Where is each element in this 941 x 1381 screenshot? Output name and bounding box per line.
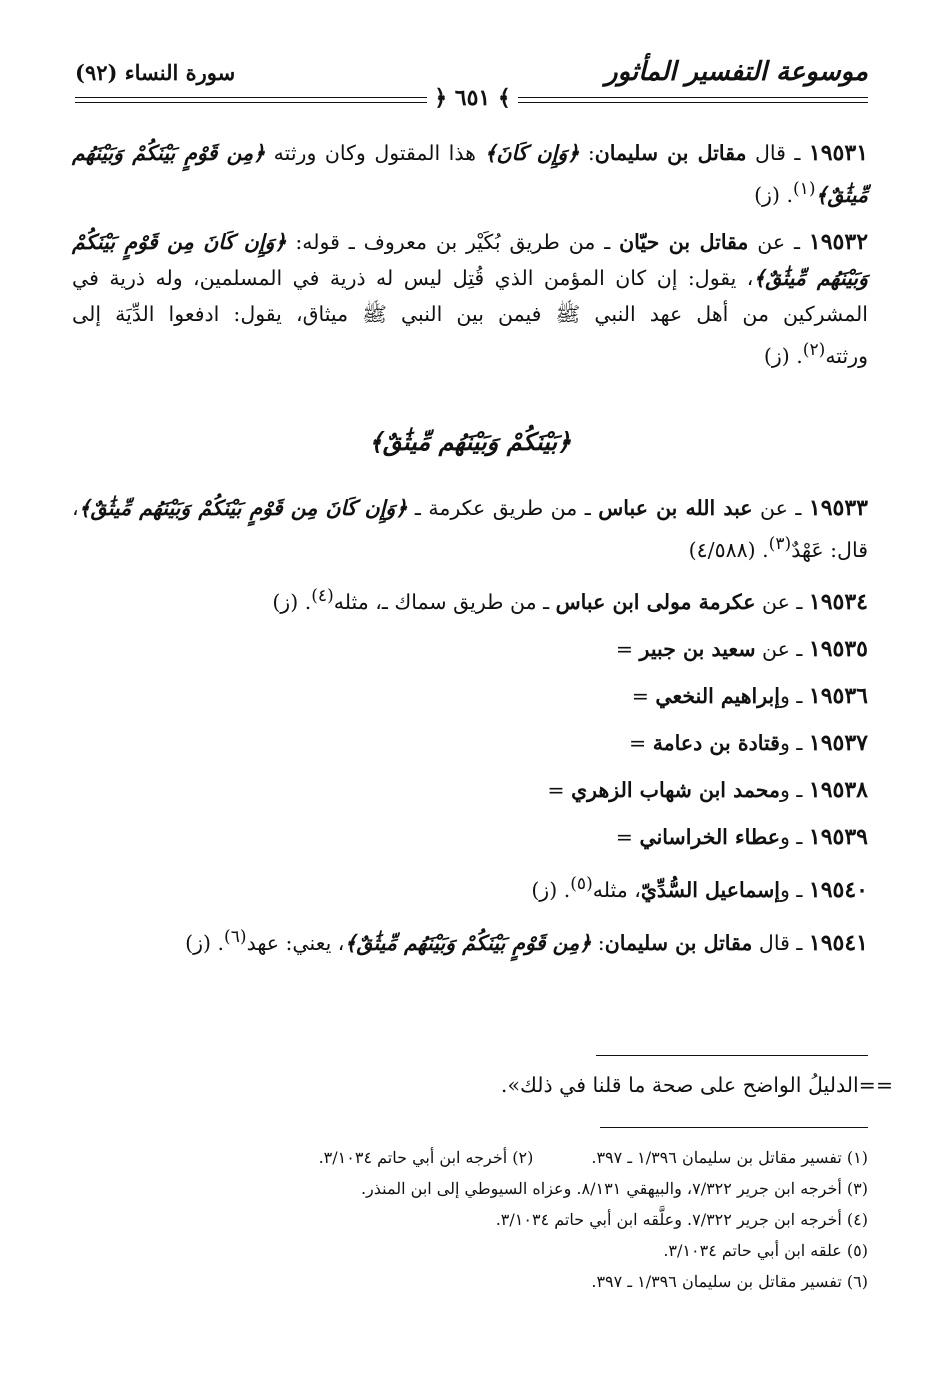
narrator-name: مقاتل بن سليمان [594, 141, 747, 165]
entry-intro: ـ عن [755, 637, 809, 662]
entry-number: ١٩٥٤١ [808, 929, 868, 956]
entry-chain: = [615, 637, 640, 662]
entry-chain: = [631, 684, 656, 709]
source-ref: . (٤/٥٨٨) [688, 537, 769, 562]
entry-intro: ـ و [779, 878, 809, 903]
entry-chain: = [547, 778, 572, 803]
entry-text: ، قال: عَهْدٌ [72, 495, 868, 562]
header-rule-left [75, 97, 427, 103]
quran-quote: ﴿وَإِن كَانَ﴾ [484, 141, 580, 165]
narration-entry [72, 725, 868, 761]
footnotes [72, 1142, 868, 1297]
entry-intro: ـ و [779, 825, 809, 850]
footnote-ref: (٤) [311, 586, 334, 607]
footnote-separator-main [596, 1055, 868, 1056]
entries-after [72, 490, 868, 961]
quran-quote: ﴿وَإِن كَانَ مِن قَوْمٍ بَيْنَكُمْ وَبَيْنَهُم مِّيثَٰقٌ﴾ [78, 495, 408, 520]
footnote-1: (١) تفسير مقاتل بن سليمان ١/٣٩٦ ـ ٣٩٧. [591, 1148, 868, 1167]
narrator-name: سعيد بن جبير [639, 637, 756, 662]
entry-number: ١٩٥٣٢ [808, 228, 869, 255]
book-title: موسوعة التفسير المأثور [605, 57, 868, 87]
footnote-ref: (٥) [570, 874, 593, 895]
narrator-name: عبد الله بن عباس [598, 495, 753, 520]
narration-entry [72, 578, 868, 620]
footnote-3: (٣) أخرجه ابن جرير ٧/٣٢٢، والبيهقي ٨/١٣١. وعزاه السيوطي إلى ابن المنذر. [360, 1179, 868, 1198]
page-header [75, 55, 868, 115]
narrator-name: مقاتل بن سليمان [604, 930, 753, 955]
entry-chain: ـ من طريق سماك ـ، مثله [333, 590, 556, 615]
entry-text: ، يقول: إن كان المؤمن الذي قُتِل ليس له ذرية في المسلمين، وله ذرية في المشركين من أهل عهد النبي ﷺ فيمن بين النبي ﷺ ميثاق، يقول: ادفعوا الدِّيَة إلى ورثته [72, 265, 868, 368]
entry-number: ١٩٥٣٩ [808, 824, 868, 851]
footnote-4: (٤) أخرجه ابن جرير ٧/٣٢٢. وعلَّقه ابن أبي حاتم ٣/١٠٣٤. [495, 1210, 868, 1229]
footnote-separator [600, 1127, 868, 1128]
narration-entry [72, 224, 868, 374]
entry-number: ١٩٥٣٨ [808, 777, 868, 804]
entry-chain: : [579, 141, 595, 165]
narrator-name: إبراهيم النخعي [655, 684, 780, 709]
source-ref: . (ز) [531, 878, 571, 903]
narrator-name: عطاء الخراساني [639, 825, 780, 850]
entries-before [72, 135, 868, 374]
footnote-5: (٥) علقه ابن أبي حاتم ٣/١٠٣٤. [663, 1241, 868, 1260]
narration-entry [72, 135, 868, 213]
quran-quote: ﴿مِن قَوْمٍ بَيْنَكُمْ وَبَيْنَهُم مِّيثَٰقٌ﴾ [344, 930, 592, 955]
footnote-ref: (٣) [768, 533, 792, 554]
narrator-name: محمد ابن شهاب الزهري [571, 778, 780, 803]
quran-quote-2: ﴿مِن قَوْمٍ بَيْنَكُمْ وَبَيْنَهُم مِّيثَٰقٌ﴾ [72, 141, 868, 207]
entry-chain: ـ من طريق بُكَيْر بن معروف ـ قوله: [286, 229, 620, 254]
narrator-name: عكرمة مولى ابن عباس [555, 590, 756, 615]
entry-text: ، يعني: عهد [246, 930, 345, 955]
entry-number: ١٩٥٣٣ [808, 494, 868, 521]
narration-entry [72, 919, 868, 961]
entry-chain: : [591, 930, 605, 955]
narration-entry [72, 678, 868, 714]
narration-entry [72, 490, 868, 568]
entry-number: ١٩٥٤٠ [808, 877, 868, 904]
source-ref: . (ز) [272, 590, 312, 615]
entry-chain: = [615, 825, 640, 850]
entry-intro: ـ قال [746, 141, 809, 165]
footnote-ref: (٦) [224, 927, 247, 948]
entry-number: ١٩٥٣٤ [808, 589, 868, 616]
section-heading: ﴿بَيْنَكُمْ وَبَيْنَهُم مِّيثَٰقٌ﴾ [368, 426, 572, 456]
entry-chain: ـ من طريق عكرمة ـ [407, 495, 599, 520]
page-number: ﴾ ٦٥١ ﴿ [434, 85, 511, 111]
narration-entry [72, 866, 868, 908]
surah-name: سورة النساء (٩٢) [75, 60, 236, 85]
entry-intro: ـ و [779, 731, 809, 756]
continued-note: ==الدليلُ الواضح على صحة ما قلنا في ذلك». [500, 1073, 893, 1097]
source-ref: . (ز) [763, 343, 803, 368]
entry-intro: ـ عن [752, 495, 809, 520]
footnote-6: (٦) تفسير مقاتل بن سليمان ١/٣٩٦ ـ ٣٩٧. [591, 1272, 868, 1291]
narrator-name: إسماعيل السُّدِّيّ [640, 878, 780, 903]
entry-intro: ـ عن [748, 229, 809, 254]
narrator-name: مقاتل بن حيّان [619, 229, 749, 254]
entry-number: ١٩٥٣٧ [808, 730, 868, 757]
entry-intro: ـ و [779, 684, 809, 709]
entry-intro: ـ عن [755, 590, 809, 615]
entry-number: ١٩٥٣٦ [808, 683, 868, 710]
entry-intro: ـ قال [752, 930, 809, 955]
footnote-2: (٢) أخرجه ابن أبي حاتم ٣/١٠٣٤. [318, 1148, 534, 1167]
footnote-ref: (١) [793, 179, 816, 199]
entry-chain: ، مثله [592, 878, 641, 903]
source-ref: . (ز) [754, 182, 793, 207]
source-ref: . (ز) [185, 930, 225, 955]
header-rule-right [518, 97, 868, 103]
entry-text: هذا المقتول وكان ورثته [265, 141, 485, 165]
quran-quote: ﴿وَإِن كَانَ مِن قَوْمٍ بَيْنَكُمْ وَبَيْنَهُم مِّيثَٰقٌ﴾ [72, 229, 868, 290]
narration-entry [72, 819, 868, 855]
entry-intro: ـ و [779, 778, 809, 803]
main-text [72, 135, 868, 972]
entry-number: ١٩٥٣٥ [808, 636, 868, 663]
narration-entry [72, 631, 868, 667]
narration-entry [72, 772, 868, 808]
entry-number: ١٩٥٣١ [808, 140, 869, 166]
narrator-name: قتادة بن دعامة [652, 731, 780, 756]
entry-chain: = [628, 731, 653, 756]
footnote-ref: (٢) [802, 339, 826, 360]
footnote-row [72, 1142, 868, 1173]
